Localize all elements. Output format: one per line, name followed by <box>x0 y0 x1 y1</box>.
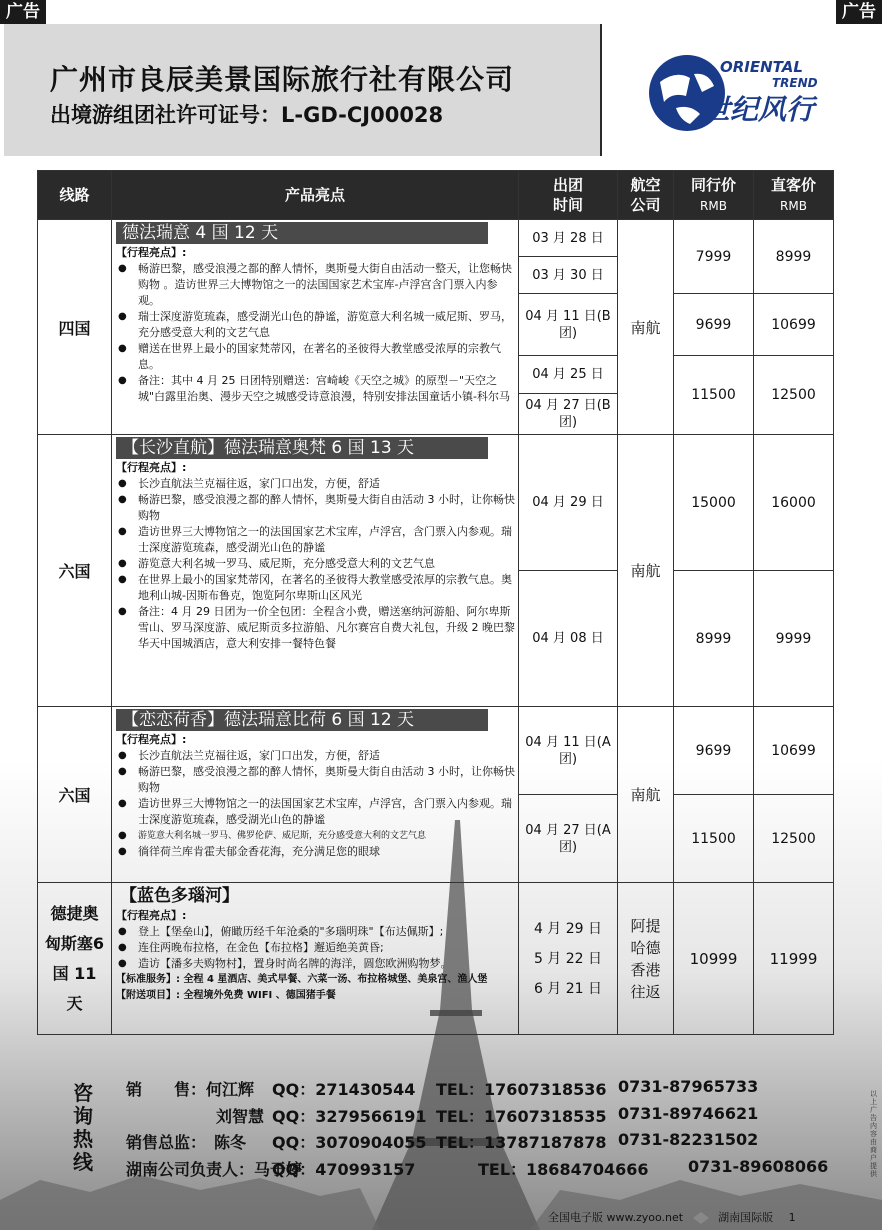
product-cell <box>112 883 519 1035</box>
contact-role: 销 售：何江辉 <box>126 1080 255 1099</box>
highlights-label: 【行程亮点】: <box>116 246 187 259</box>
date-cell: 04 月 25 日 <box>519 356 618 394</box>
contact-tel: TEL：18684704666 <box>478 1160 649 1179</box>
page-number: 1 <box>788 1211 796 1224</box>
date-cell: 03 月 30 日 <box>519 257 618 294</box>
contact-tel: TEL：17607318535 <box>436 1107 607 1126</box>
footer-edition: 湖南国际版 <box>718 1211 774 1224</box>
company-name: 广州市良辰美景国际旅行社有限公司 <box>50 63 515 96</box>
contact-qq: QQ：470993157 <box>272 1160 416 1179</box>
logo-panel <box>602 24 866 156</box>
product-title: 【恋恋荷香】德法瑞意比荷 6 国 12 天 <box>116 709 488 731</box>
product-title: 德法瑞意 4 国 12 天 <box>116 222 488 244</box>
direct-price-cell: 16000 <box>754 435 834 571</box>
list-item: ● 造访世界三大博物馆之一的法国国家艺术宝库，卢浮宫，含门票入内参观。瑞士深度游览琉森，感受湖光山色的静谧 <box>116 524 515 556</box>
logo-text-trend: TREND <box>772 76 818 90</box>
direct-price-cell: 12500 <box>754 795 834 883</box>
list-item: ● 在世界上最小的国家梵蒂冈，在著名的圣彼得大教堂感受浓厚的宗教气息。奥地利山城-因斯布鲁克，饱览阿尔卑斯山区风光 <box>116 572 515 604</box>
list-item: ● 游览意大利名城一罗马、佛罗伦萨、威尼斯，充分感受意大利的文艺气息 <box>116 828 515 844</box>
list-item: ● 畅游巴黎，感受浪漫之都的醉人情怀，奥斯曼大街自由活动一整天，让您畅快购物 。造访世界三大博物馆之一的法国国家艺术宝库-卢浮宫含门票入内参观。 <box>116 261 515 309</box>
date-cell: 04 月 29 日 <box>519 435 618 571</box>
highlights-label: 【行程亮点】: <box>116 461 187 474</box>
standard-service: 【标准服务】: 全程 4 星酒店、美式早餐、六菜一汤、布拉格城堡、美泉宫、渔人堡 <box>116 974 488 985</box>
airline-cell: 阿提哈德香港往返 <box>618 883 674 1035</box>
date-cell: 4 月 29 日 5 月 22 日 6 月 21 日 <box>519 883 618 1035</box>
table-row <box>38 435 834 571</box>
highlights-label: 【行程亮点】: <box>116 733 187 746</box>
list-item: ● 游览意大利名城一罗马、威尼斯，充分感受意大利的文艺气息 <box>116 556 515 572</box>
contact-qq: QQ：3070904055 <box>272 1133 427 1152</box>
route-cell: 六国 <box>38 435 112 707</box>
direct-price-cell: 10699 <box>754 294 834 356</box>
list-item: ● 长沙直航法兰克福往返，家门口出发，方便，舒适 <box>116 476 515 492</box>
contact-phone: 0731-89746621 <box>618 1104 759 1123</box>
peer-price-cell: 15000 <box>674 435 754 571</box>
addon-items: 【附送项目】: 全程境外免费 WIFI 、德国猪手餐 <box>116 990 336 1001</box>
product-title: 【蓝色多瑙河】 <box>120 886 239 906</box>
peer-price-cell: 8999 <box>674 571 754 707</box>
direct-price-cell: 12500 <box>754 356 834 435</box>
table-row <box>38 883 834 1035</box>
edition-logo-icon <box>693 1212 709 1224</box>
peer-price-cell: 11500 <box>674 795 754 883</box>
date-cell: 04 月 11 日(B 团) <box>519 294 618 356</box>
table-row <box>38 220 834 257</box>
date-cell: 04 月 27 日(B 团) <box>519 394 618 435</box>
route-cell: 六国 <box>38 707 112 883</box>
header-airline: 航空 公司 <box>618 171 674 220</box>
contact-phone: 0731-89608066 <box>688 1157 829 1176</box>
contact-tel: TEL：17607318536 <box>436 1080 607 1099</box>
direct-price-cell: 10699 <box>754 707 834 795</box>
contact-role: 刘智慧 <box>216 1107 265 1126</box>
airline-cell: 南航 <box>618 707 674 883</box>
direct-price-cell: 11999 <box>754 883 834 1035</box>
ad-label-right: 广告 <box>836 0 882 24</box>
route-cell: 四国 <box>38 220 112 435</box>
contact-role: 销售总监： 陈冬 <box>126 1133 247 1152</box>
date-cell: 04 月 27 日(A 团) <box>519 795 618 883</box>
header-route: 线路 <box>38 171 112 220</box>
list-item: ● 造访世界三大博物馆之一的法国国家艺术宝库，卢浮宫，含门票入内参观。瑞士深度游览琉森，感受湖光山色的静谧 <box>116 796 515 828</box>
table-row <box>38 707 834 795</box>
list-item: ● 赠送在世界上最小的国家梵蒂冈，在著名的圣彼得大教堂感受浓厚的宗教气息。 <box>116 341 515 373</box>
list-item: ● 备注：4 月 29 日团为一价全包团：全程含小费，赠送塞纳河游船、阿尔卑斯雪山、罗马深度游、威尼斯贡多拉游船、凡尔赛宫自费大礼包，升级 2 晚巴黎华天中国城酒店，意大利安排一餐特色餐 <box>116 604 515 652</box>
list-item: ● 登上【堡垒山】，俯瞰历经千年沧桑的"多瑙明珠"【布达佩斯】; <box>116 924 515 940</box>
list-item: ● 畅游巴黎，感受浪漫之都的醉人情怀，奥斯曼大街自由活动 3 小时，让你畅快购物 <box>116 764 515 796</box>
ad-label-left: 广告 <box>0 0 46 24</box>
list-item: ● 瑞士深度游览琉森，感受湖光山色的静谧，游览意大利名城一威尼斯、罗马，充分感受意大利的文艺气息 <box>116 309 515 341</box>
contact-tel: TEL：13787187878 <box>436 1133 607 1152</box>
airline-cell: 南航 <box>618 435 674 707</box>
footer-site: 全国电子版 www.zyoo.net <box>548 1211 684 1224</box>
side-note: 以上广告内容由商户提供 <box>870 1090 877 1178</box>
header-depart: 出团 时间 <box>519 171 618 220</box>
highlights-label: 【行程亮点】: <box>116 909 187 922</box>
date-cell: 03 月 28 日 <box>519 220 618 257</box>
list-item: ● 畅游巴黎，感受浪漫之都的醉人情怀，奥斯曼大街自由活动 3 小时，让你畅快购物 <box>116 492 515 524</box>
direct-price-cell: 8999 <box>754 220 834 294</box>
contact-qq: QQ：271430544 <box>272 1080 416 1099</box>
date-cell: 04 月 11 日(A 团) <box>519 707 618 795</box>
date-cell: 04 月 08 日 <box>519 571 618 707</box>
peer-price-cell: 9699 <box>674 294 754 356</box>
product-title: 【长沙直航】德法瑞意奥梵 6 国 13 天 <box>116 437 488 459</box>
peer-price-cell: 11500 <box>674 356 754 435</box>
logo-text-oriental: ORIENTAL <box>720 58 803 76</box>
list-item: ● 徜徉荷兰库肯霍夫郁金香花海，充分满足您的眼球 <box>116 844 515 860</box>
tour-price-table <box>37 170 834 1035</box>
contact-phone: 0731-87965733 <box>618 1077 759 1096</box>
contact-phone: 0731-82231502 <box>618 1130 759 1149</box>
license-number: 出境游组团社许可证号：L-GD-CJ00028 <box>50 103 444 127</box>
hotline-label: 咨询热线 <box>73 1081 93 1174</box>
footer <box>548 1209 796 1225</box>
peer-price-cell: 9699 <box>674 707 754 795</box>
product-cell <box>112 435 519 707</box>
list-item: ● 备注：其中 4 月 25 日团特别赠送：宫崎峻《天空之城》的原型－"天空之城"白露里治奥、漫步天空之城感受诗意浪漫，特别安排法国童话小镇-科尔马 <box>116 373 515 405</box>
list-item: ● 长沙直航法兰克福往返，家门口出发，方便，舒适 <box>116 748 515 764</box>
header-direct-price: 直客价 RMB <box>754 171 834 220</box>
direct-price-cell: 9999 <box>754 571 834 707</box>
route-cell: 德捷奥匈斯塞6 国 11 天 <box>38 883 112 1035</box>
product-cell <box>112 220 519 435</box>
list-item: ● 连住两晚布拉格，在金色【布拉格】邂逅绝美黄昏; <box>116 940 515 956</box>
table-header-row <box>38 171 834 220</box>
header-left-panel <box>4 24 600 156</box>
logo-text-chinese: 世纪风行 <box>702 93 815 126</box>
contact-role: 湖南公司负责人：马于婷 <box>126 1160 303 1179</box>
header-peer-price: 同行价 RMB <box>674 171 754 220</box>
list-item: ● 造访【潘多夫购物村】，置身时尚名牌的海洋，圆您欧洲购物梦。 <box>116 956 515 972</box>
product-cell <box>112 707 519 883</box>
peer-price-cell: 10999 <box>674 883 754 1035</box>
contact-qq: QQ：3279566191 <box>272 1107 427 1126</box>
peer-price-cell: 7999 <box>674 220 754 294</box>
header-banner <box>4 24 866 156</box>
header-product: 产品亮点 <box>112 171 519 220</box>
airline-cell: 南航 <box>618 220 674 435</box>
